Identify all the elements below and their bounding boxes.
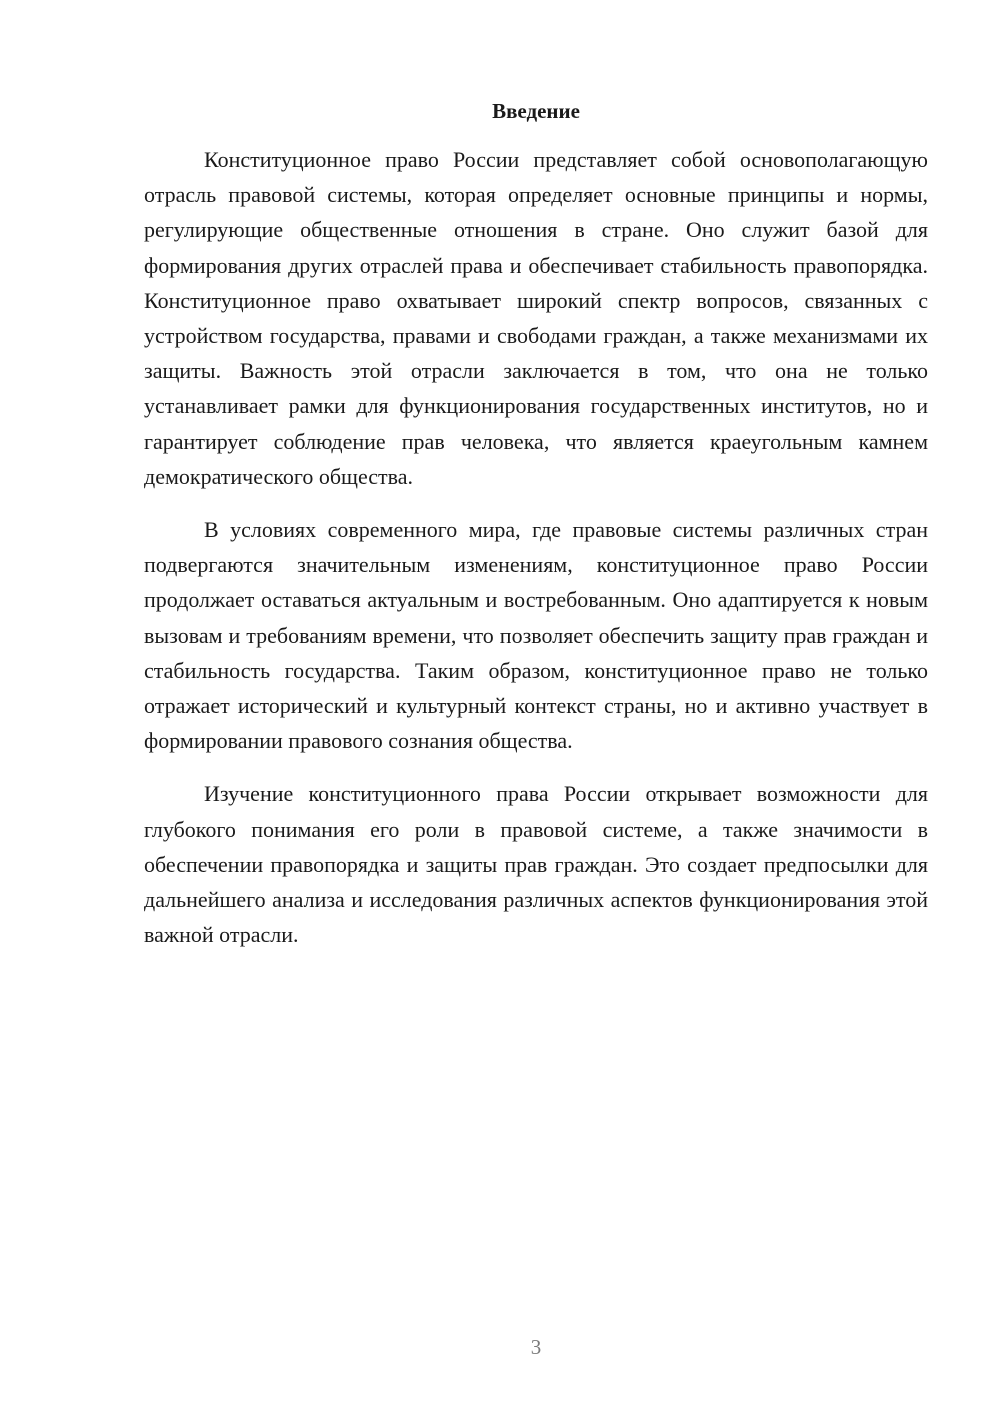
paragraph-2: В условиях современного мира, где правовые системы различных стран подвергаются значительным изменениям, конституционное право России продолжает оставаться актуальным и востребованным. Оно адаптируется к новым вызовам и требованиям времени, что позволяет обеспечить защиту прав граждан и стабильность государства. Таким образом, конституционное право не только отражает исторический и культурный контекст страны, но и активно участвует в формировании правового сознания общества. xyxy=(144,517,928,754)
page-number: 3 xyxy=(530,1335,542,1359)
paragraph-3: Изучение конституционного права России открывает возможности для глубокого понимания его роли в правовой системе, а также значимости в обеспечении правопорядка и защиты прав граждан. Это создает предпосылки для дальнейшего анализа и исследования различных аспектов функционирования этой важной отрасли. xyxy=(144,781,928,948)
section-heading: Введение xyxy=(492,99,580,123)
paragraph-1: Конституционное право России представляет собой основополагающую отрасль правовой системы, которая определяет основные принципы и нормы, регулирующие общественные отношения в стране. Оно служит базой для формирования других отраслей права и обеспечивает стабильность правопорядка. Конституционное право охватывает широкий спектр вопросов, связанных с устройством государства, правами и свободами граждан, а также механизмами их защиты. Важность этой отрасли заключается в том, что она не только устанавливает рамки для функционирования государственных институтов, но и гарантирует соблюдение прав человека, что является краеугольным камнем демократического общества. xyxy=(144,147,928,489)
body-text xyxy=(144,142,928,970)
